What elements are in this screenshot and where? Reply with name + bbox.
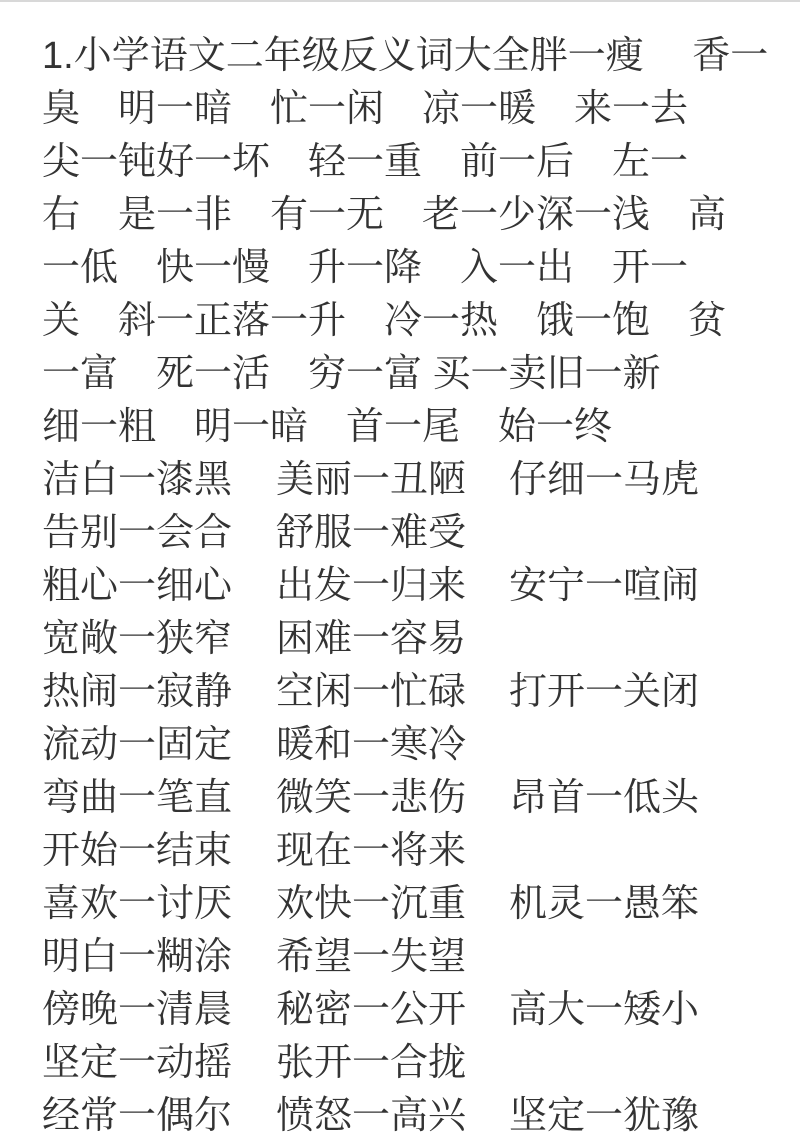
antonym-pair (509, 1037, 800, 1090)
pairs-row (42, 719, 800, 772)
antonym-pair: 空闲一忙碌 (276, 671, 467, 713)
antonym-pair: 暖和一寒冷 (276, 724, 467, 766)
pairs-row (42, 825, 800, 878)
antonym-pair: 欢快一沉重 (276, 883, 467, 925)
antonym-pair: 告别一会合 (42, 512, 233, 554)
antonym-pair: 宽敞一狭窄 (42, 618, 233, 660)
antonym-pair (509, 613, 800, 666)
antonym-pair: 秘密一公开 (276, 989, 467, 1031)
intro-line: 臭 明一暗 忙一闲 凉一暖 来一去 (42, 88, 689, 130)
antonym-pair: 现在一将来 (276, 830, 467, 872)
antonym-pair: 粗心一细心 (42, 565, 233, 607)
pairs-row (42, 931, 800, 984)
antonym-pair: 开始一结束 (42, 830, 233, 872)
antonym-pair: 高大一矮小 (509, 989, 700, 1031)
antonym-pair: 愤怒一高兴 (276, 1095, 467, 1137)
antonym-pair: 洁白一漆黑 (42, 459, 233, 501)
intro-line: 尖一钝好一坏 轻一重 前一后 左一 (42, 141, 689, 183)
antonym-pair (509, 931, 800, 984)
document-content (0, 2, 800, 1143)
antonym-pair: 经常一偶尔 (42, 1095, 233, 1137)
pairs-row (42, 772, 800, 825)
pairs-row (42, 666, 800, 719)
antonym-pair: 仔细一马虎 (509, 459, 700, 501)
pairs-row (42, 984, 800, 1037)
intro-line: 关 斜一正落一升 冷一热 饿一饱 贫 (42, 300, 727, 342)
antonym-pair: 微笑一悲伤 (276, 777, 467, 819)
antonym-pair: 坚定一犹豫 (509, 1095, 700, 1137)
antonym-pair: 热闹一寂静 (42, 671, 233, 713)
pairs-row (42, 878, 800, 931)
antonym-pair (509, 825, 800, 878)
antonym-pair: 坚定一动摇 (42, 1042, 233, 1084)
pairs-row (42, 1090, 800, 1143)
intro-line: 一低 快一慢 升一降 入一出 开一 (42, 247, 689, 289)
antonym-pair: 机灵一愚笨 (509, 883, 700, 925)
intro-line: 1.小学语文二年级反义词大全胖一瘦 香一 (42, 35, 769, 77)
pairs-row (42, 507, 800, 560)
intro-line: 一富 死一活 穷一富 买一卖旧一新 (42, 353, 661, 395)
antonym-pair: 打开一关闭 (509, 671, 700, 713)
pairs-row (42, 1037, 800, 1090)
antonym-pair: 出发一归来 (276, 565, 467, 607)
antonym-pair: 昂首一低头 (509, 777, 700, 819)
antonym-pair: 傍晚一清晨 (42, 989, 233, 1031)
antonym-pairs-grid (42, 454, 800, 1143)
antonym-pair: 喜欢一讨厌 (42, 883, 233, 925)
antonym-pair: 舒服一难受 (276, 512, 467, 554)
intro-line: 细一粗 明一暗 首一尾 始一终 (42, 406, 613, 448)
pairs-row (42, 560, 800, 613)
antonym-pair (509, 719, 800, 772)
antonym-pair: 流动一固定 (42, 724, 233, 766)
antonym-pair: 困难一容易 (276, 618, 467, 660)
antonym-pair: 安宁一喧闹 (509, 565, 700, 607)
pairs-row (42, 613, 800, 666)
antonym-pair (509, 507, 800, 560)
antonym-pair: 弯曲一笔直 (42, 777, 233, 819)
pairs-row (42, 454, 800, 507)
antonym-pair: 希望一失望 (276, 936, 467, 978)
antonym-pair: 明白一糊涂 (42, 936, 233, 978)
antonym-pair: 美丽一丑陋 (276, 459, 467, 501)
antonym-pair: 张开一合拢 (276, 1042, 467, 1084)
antonym-intro-paragraph (42, 30, 800, 454)
intro-line: 右 是一非 有一无 老一少深一浅 高 (42, 194, 727, 236)
